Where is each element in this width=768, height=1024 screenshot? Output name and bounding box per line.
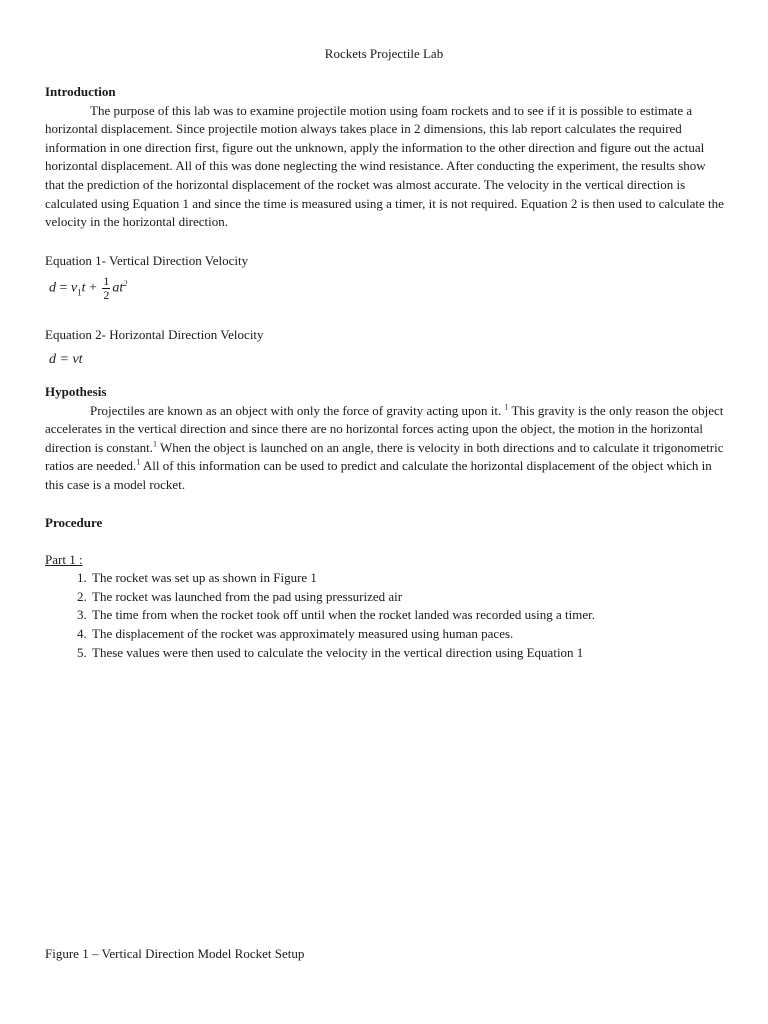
hypothesis-sentence-1: Projectiles are known as an object with only the force of gravity acting upon it. xyxy=(90,402,502,418)
hypothesis-sentence-3: When the object is launched on an angle, there is velocity in both directions and to calculate it trigonometric ratios are needed. xyxy=(45,439,724,474)
list-item: 1. The rocket was set up as shown in Figure 1 xyxy=(90,569,725,588)
equation-1-section xyxy=(45,252,725,302)
part-1-label: Part 1 : xyxy=(45,551,83,567)
figure-1-caption: Figure 1 – Vertical Direction Model Rocket Setup xyxy=(45,946,305,961)
eq1-t: t xyxy=(81,280,86,296)
eq1-fraction xyxy=(102,275,110,302)
equation-2-formula: d = vt xyxy=(49,351,83,367)
procedure-heading: Procedure xyxy=(45,515,103,530)
footnote-ref-3: 1 xyxy=(136,458,141,468)
introduction-section xyxy=(45,83,725,232)
eq1-v: v xyxy=(70,280,78,296)
footnote-ref-2: 1 xyxy=(152,439,157,449)
hypothesis-section xyxy=(45,383,725,495)
eq1-fraction-numerator: 1 xyxy=(103,273,110,288)
eq1-lhs: d xyxy=(49,280,56,296)
eq1-equals: = xyxy=(59,280,68,296)
hypothesis-sentence-4: All of this information can be used to predict and calculate the horizontal displacement of the object which in this case is a model rocket. xyxy=(45,458,712,492)
hypothesis-sentence-2: This gravity is the only reason the object accelerates in the vertical direction and since there are no horizontal forces acting upon the object, the motion in the horizontal direction is constant. xyxy=(45,402,724,455)
eq1-v-subscript: 1 xyxy=(77,287,82,298)
equation-1-caption: Equation 1- Vertical Direction Velocity xyxy=(45,253,249,268)
eq1-plus: + xyxy=(89,280,97,296)
list-item: 5. These values were then used to calculate the velocity in the vertical direction using Equation 1 xyxy=(90,644,725,663)
list-item: 3. The time from when the rocket took off until when the rocket landed was recorded using a timer. xyxy=(90,606,725,625)
document-title: Rockets Projectile Lab xyxy=(324,46,444,61)
list-item: 4. The displacement of the rocket was approximately measured using human paces. xyxy=(90,625,725,644)
eq1-t-superscript: 2 xyxy=(123,278,128,288)
introduction-paragraph: The purpose of this lab was to examine projectile motion using foam rockets and to see if it is possible to estimate a horizontal displacement. Since projectile motion always takes place in 2 dimensions, this lab report calculates the required information in one direction first, figure out the unknown, apply the information to the other direction and figure out the actual horizontal displacement. All of this was done neglecting the wind resistance. After conducting the experiment, the results show that the prediction of the horizontal displacement of the rocket was almost accurate. The velocity in the vertical direction is calculated using Equation 1 and since the time is measured using a timer, it is not required. Equation 2 is then used to calculate the velocity in the horizontal direction. xyxy=(45,102,724,230)
procedure-section xyxy=(45,514,725,662)
eq1-fraction-denominator: 2 xyxy=(103,287,110,302)
hypothesis-paragraph xyxy=(45,402,725,495)
equation-2-caption: Equation 2- Horizontal Direction Velocity xyxy=(45,327,264,342)
equation-2-section xyxy=(45,326,725,369)
introduction-heading: Introduction xyxy=(45,84,116,99)
footnote-ref-1: 1 xyxy=(504,402,509,412)
hypothesis-heading: Hypothesis xyxy=(45,384,107,399)
eq1-at: at xyxy=(112,280,124,296)
list-item: 2. The rocket was launched from the pad using pressurized air xyxy=(90,588,725,607)
equation-1-formula xyxy=(49,275,725,302)
procedure-steps-list xyxy=(45,569,725,662)
